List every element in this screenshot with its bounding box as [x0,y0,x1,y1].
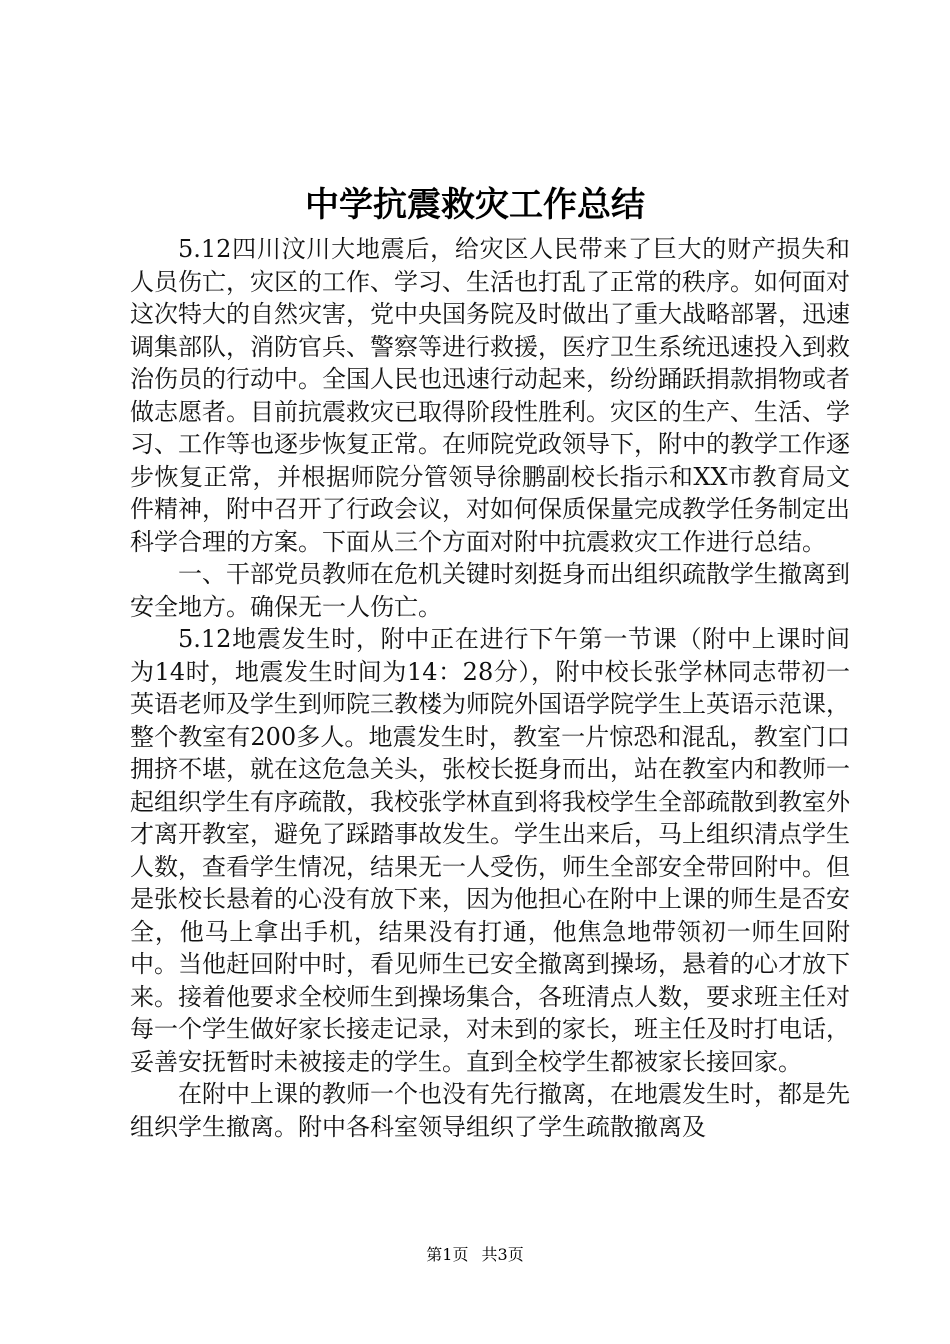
document-title: 中学抗震救灾工作总结 [305,185,645,225]
paragraph-teachers: 在附中上课的教师一个也没有先行撤离，在地震发生时，都是先组织学生撤离。附中各科室领导组织了学生疏散撤离及 [130,1080,850,1141]
paragraph-earthquake-account: 5.12地震发生时，附中正在进行下午第一节课（附中上课时间为14时，地震发生时间为14：28分），附中校长张学林同志带初一英语老师及学生到师院三教楼为师院外国语学院学生上英语示范课，整个教室有200多人。地震发生时，教室一片惊恐和混乱，教室门口拥挤不堪，就在这危急关头，张校长挺身而出，站在教室内和教师一起组织学生有序疏散，我校张学林直到将我校学生全部疏散到教室外才离开教室，避免了踩踏事故发生。学生出来后，马上组织清点学生人数，查看学生情况，结果无一人受伤，师生全部安全带回附中。但是张校长悬着的心没有放下来，因为他担心在附中上课的师生是否安全，他马上拿出手机，结果没有打通，他焦急地带领初一师生回附中。当他赶回附中时，看见师生已安全撤离到操场，悬着的心才放下来。接着他要求全校师生到操场集合，各班清点人数，要求班主任对每一个学生做好家长接走记录，对未到的家长，班主任及时打电话，妥善安抚暂时未被接走的学生。直到全校学生都被家长接回家。 [130,625,850,1076]
paragraph-section-heading-1: 一、干部党员教师在危机关键时刻挺身而出组织疏散学生撤离到安全地方。确保无一人伤亡。 [130,560,850,621]
page-total: 共3页 [481,1245,524,1264]
document-body [130,233,850,1143]
page-footer [0,1244,950,1266]
paragraph-intro: 5.12四川汶川大地震后，给灾区人民带来了巨大的财产损失和人员伤亡，灾区的工作、学习、生活也打乱了正常的秩序。如何面对这次特大的自然灾害，党中央国务院及时做出了重大战略部署，迅速调集部队，消防官兵、警察等进行救援，医疗卫生系统迅速投入到救治伤员的行动中。全国人民也迅速行动起来，纷纷踊跃捐款捐物或者做志愿者。目前抗震救灾已取得阶段性胜利。灾区的生产、生活、学习、工作等也逐步恢复正常。在师院党政领导下，附中的教学工作逐步恢复正常，并根据师院分管领导徐鹏副校长指示和XX市教育局文件精神，附中召开了行政会议，对如何保质保量完成教学任务制定出科学合理的方案。下面从三个方面对附中抗震救灾工作进行总结。 [130,235,850,556]
page-number: 第1页 [426,1245,469,1264]
